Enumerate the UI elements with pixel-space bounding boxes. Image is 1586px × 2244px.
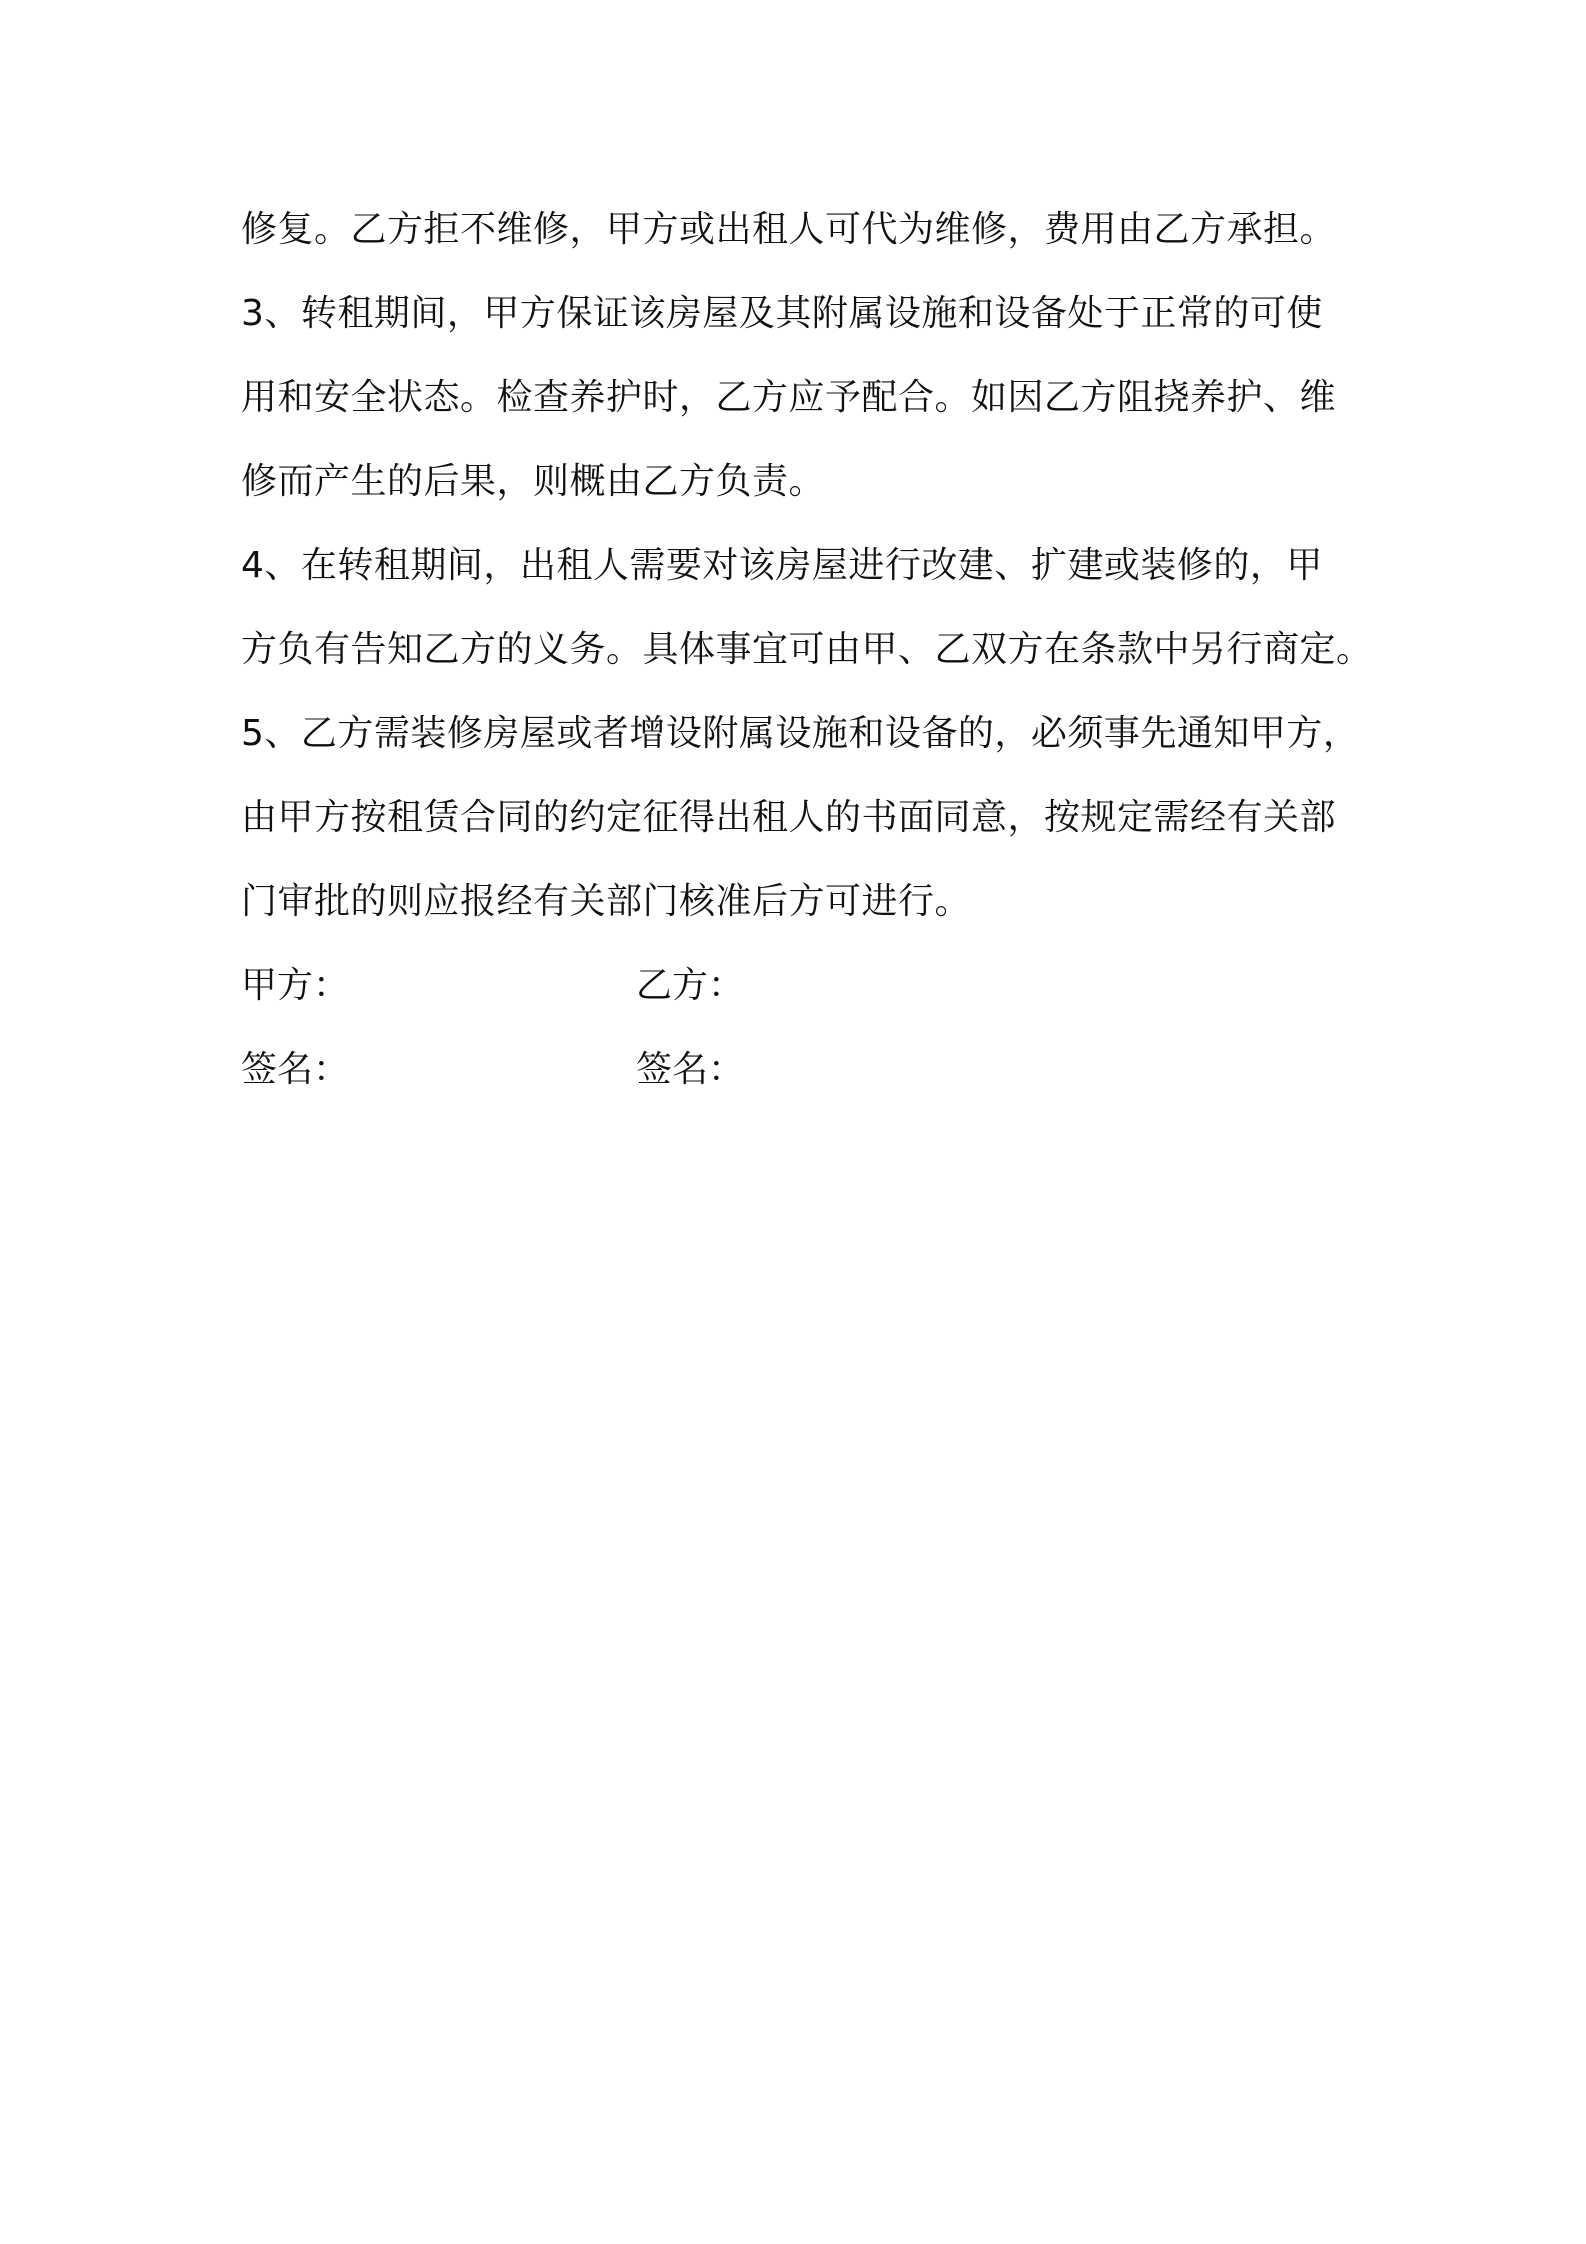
clause-5-line-3: 门审批的则应报经有关部门核准后方可进行。 bbox=[241, 881, 972, 922]
party-b-signature-label: 签名： bbox=[636, 1049, 745, 1090]
clause-5-line-2: 由甲方按租赁合同的约定征得出租人的书面同意，按规定需经有关部 bbox=[241, 797, 1337, 838]
party-b-label: 乙方： bbox=[636, 965, 745, 1006]
clause-3-line-3: 修而产生的后果，则概由乙方负责。 bbox=[241, 461, 826, 502]
clause-3-line-1: 3、转租期间，甲方保证该房屋及其附属设施和设备处于正常的可使 bbox=[241, 293, 1323, 334]
party-a-label: 甲方： bbox=[241, 965, 350, 1006]
clause-5-line-1: 5、乙方需装修房屋或者增设附属设施和设备的，必须事先通知甲方， bbox=[241, 713, 1360, 754]
clause-4-line-1: 4、在转租期间，出租人需要对该房屋进行改建、扩建或装修的，甲 bbox=[241, 545, 1323, 586]
body-line-1: 修复。乙方拒不维修，甲方或出租人可代为维修，费用由乙方承担。 bbox=[241, 209, 1337, 250]
party-a-signature-label: 签名： bbox=[241, 1049, 350, 1090]
clause-3-line-2: 用和安全状态。检查养护时，乙方应予配合。如因乙方阻挠养护、维 bbox=[241, 377, 1337, 418]
clause-4-line-2: 方负有告知乙方的义务。具体事宜可由甲、乙双方在条款中另行商定。 bbox=[241, 629, 1373, 670]
